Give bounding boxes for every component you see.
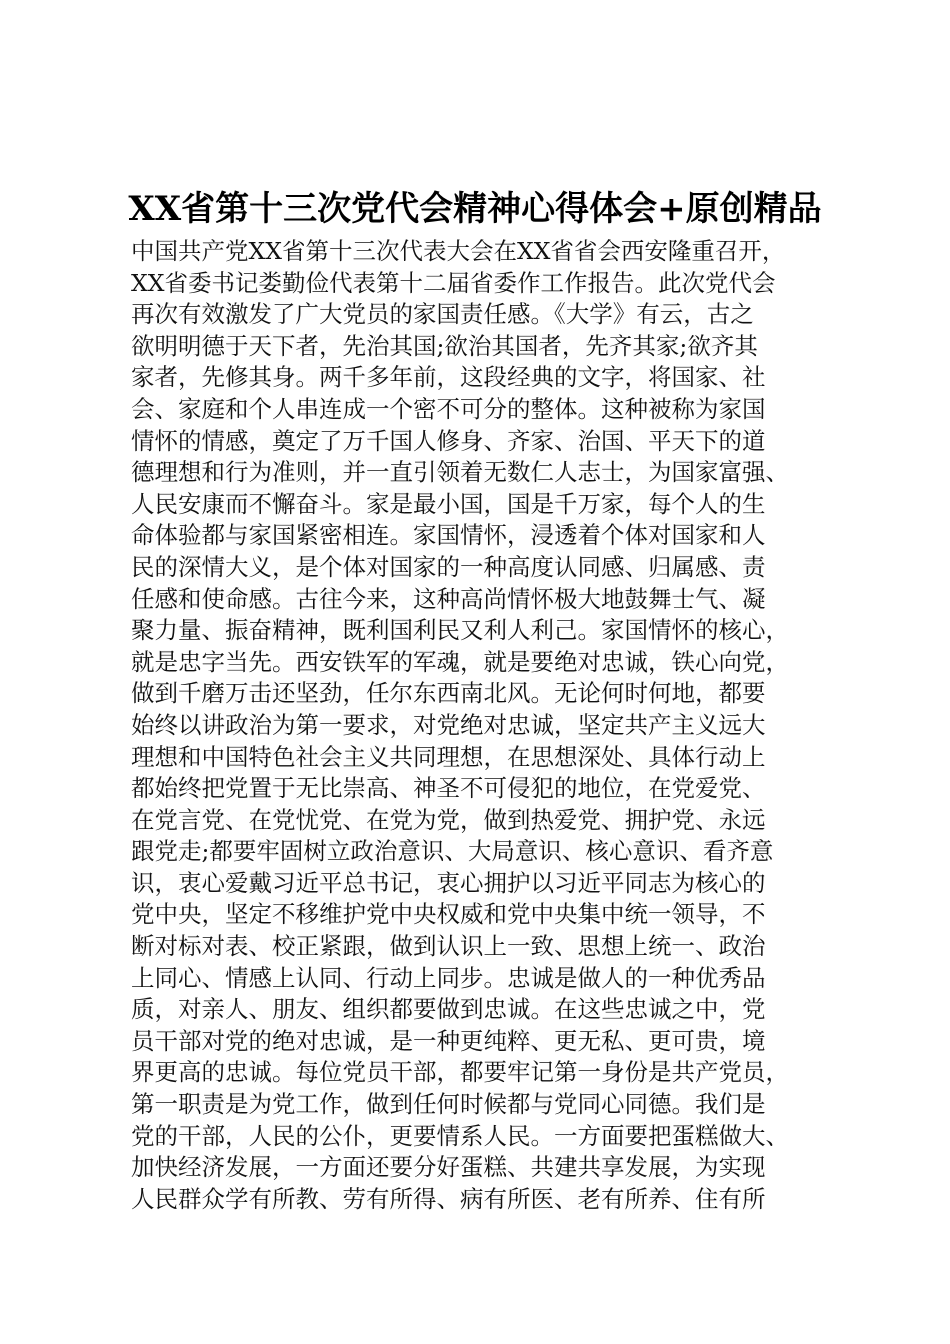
- body-line: 理想和中国特色社会主义共同理想，在思想深处、具体行动上: [131, 742, 766, 771]
- body-line: 识，衷心爱戴习近平总书记，衷心拥护以习近平同志为核心的: [131, 868, 766, 897]
- body-line: 跟党走;都要牢固树立政治意识、大局意识、核心意识、看齐意: [131, 837, 774, 866]
- body-line: 德理想和行为准则，并一直引领着无数仁人志士，为国家富强、: [131, 458, 789, 487]
- body-line: 在党言党、在党忧党、在党为党，做到热爱党、拥护党、永远: [131, 805, 766, 834]
- body-line: 会、家庭和个人串连成一个密不可分的整体。这种被称为家国: [131, 394, 766, 423]
- body-line: 民的深情大义，是个体对国家的一种高度认同感、归属感、责: [131, 552, 766, 581]
- body-line: 党的干部，人民的公仆，更要情系人民。一方面要把蛋糕做大、: [131, 1121, 789, 1150]
- document-body: [131, 236, 831, 1215]
- body-line: 始终以讲政治为第一要求，对党绝对忠诚，坚定共产主义远大: [131, 710, 766, 739]
- body-line: XX省委书记娄勤俭代表第十二届省委作工作报告。此次党代会: [131, 268, 776, 297]
- body-line: 加快经济发展，一方面还要分好蛋糕、共建共享发展，为实现: [131, 1153, 766, 1182]
- body-line: 界更高的忠诚。每位党员干部，都要牢记第一身份是共产党员，: [131, 1058, 789, 1087]
- body-line: 任感和使命感。古往今来，这种高尚情怀极大地鼓舞士气、凝: [131, 584, 766, 613]
- body-line: 聚力量、振奋精神，既利国利民又利人利己。家国情怀的核心，: [131, 616, 789, 645]
- document-title: XX省第十三次党代会精神心得体会+原创精品: [128, 189, 822, 229]
- body-line: 中国共产党XX省第十三次代表大会在XX省省会西安隆重召开，: [131, 237, 786, 265]
- body-line: 质，对亲人、朋友、组织都要做到忠诚。在这些忠诚之中，党: [131, 995, 766, 1024]
- body-line: 断对标对表、校正紧跟，做到认识上一致、思想上统一、政治: [131, 932, 766, 961]
- body-line: 上同心、情感上认同、行动上同步。忠诚是做人的一种优秀品: [131, 963, 766, 992]
- body-line: 命体验都与家国紧密相连。家国情怀，浸透着个体对国家和人: [131, 521, 766, 550]
- body-line: 欲明明德于天下者，先治其国;欲治其国者，先齐其家;欲齐其: [131, 331, 758, 360]
- body-line: 做到千磨万击还坚劲，任尔东西南北风。无论何时何地，都要: [131, 679, 766, 708]
- body-line: 人民安康而不懈奋斗。家是最小国，国是千万家，每个人的生: [131, 489, 766, 518]
- body-line: 都始终把党置于无比崇高、神圣不可侵犯的地位，在党爱党、: [131, 774, 766, 803]
- body-line: 家者，先修其身。两千多年前，这段经典的文字，将国家、社: [131, 363, 766, 392]
- body-line: 员干部对党的绝对忠诚，是一种更纯粹、更无私、更可贵，境: [131, 1026, 766, 1055]
- body-line: 党中央，坚定不移维护党中央权威和党中央集中统一领导，不: [131, 900, 766, 929]
- body-line: 再次有效激发了广大党员的家国责任感。《大学》有云，古之: [131, 300, 754, 329]
- body-line: 就是忠字当先。西安铁军的军魂，就是要绝对忠诚，铁心向党，: [131, 647, 789, 676]
- body-line: 人民群众学有所教、劳有所得、病有所医、老有所养、住有所: [131, 1184, 766, 1213]
- body-line: 第一职责是为党工作，做到任何时候都与党同心同德。我们是: [131, 1090, 766, 1119]
- body-line: 情怀的情感，奠定了万千国人修身、齐家、治国、平天下的道: [131, 426, 766, 455]
